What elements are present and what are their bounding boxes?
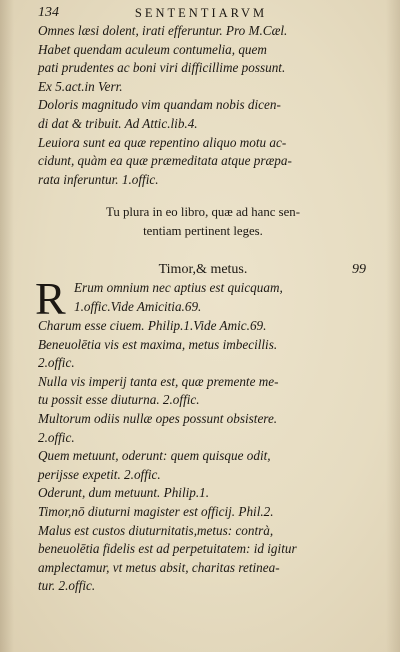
drop-cap-initial: R	[35, 273, 66, 324]
running-header	[38, 5, 364, 23]
initial-paragraph	[74, 279, 368, 316]
text-line: 2.offic.	[38, 355, 75, 371]
text-line: beneuolētia fidelis est ad perpetuitatem: id igitur	[38, 541, 297, 557]
cross-reference-note	[38, 203, 368, 240]
text-line: Beneuolētia vis est maxima, metus imbecillis.	[38, 336, 278, 352]
text-line: tur. 2.offic.	[38, 578, 96, 594]
text-line: rata inferuntur. 1.offic.	[38, 171, 159, 187]
body-text-block	[38, 317, 368, 596]
running-title: SENTENTIARVM	[134, 6, 268, 20]
text-line: Quem metuunt, oderunt: quem quisque odit,	[38, 448, 271, 464]
note-line: Tu plura in eo libro, quæ ad hanc sen-	[106, 205, 300, 219]
text-line: Doloris magnitudo vim quandam nobis dicen-	[38, 97, 281, 113]
text-line: cidunt, quàm ea quæ præmeditata atque præpa-	[38, 153, 292, 169]
section-heading	[38, 261, 368, 279]
section-title: Timor,& metus.	[158, 262, 248, 277]
text-line: di dat & tribuit. Ad Attic.lib.4.	[38, 115, 198, 131]
text-line: Charum esse ciuem. Philip.1.Vide Amic.69.	[38, 318, 267, 333]
text-line: Erum omnium nec aptius est quicquam,	[74, 280, 283, 295]
section-number: 99	[352, 262, 366, 277]
text-line: Leuiora sunt ea quæ repentino aliquo motu ac-	[38, 134, 287, 150]
page-gutter-shadow	[0, 0, 14, 652]
note-line: tentiam pertinent leges.	[143, 223, 263, 238]
text-line: Malus est custos diuturnitatis,metus: contrà,	[38, 522, 274, 538]
text-line: Habet quendam aculeum contumelia, quem	[38, 41, 267, 57]
text-line: tu possit esse diuturna. 2.offic.	[38, 392, 200, 408]
text-line: Omnes læsi dolent, irati efferuntur. Pro M.Cæl.	[38, 23, 288, 38]
text-line: Ex 5.act.in Verr.	[38, 78, 123, 94]
text-line: perijsse expetit. 2.offic.	[38, 466, 161, 482]
text-line: pati prudentes ac boni viri difficillime possunt.	[38, 60, 286, 76]
text-line: Nulla vis imperij tanta est, quæ premente me-	[38, 373, 279, 389]
top-text-block	[38, 22, 368, 189]
text-line: 2.offic.	[38, 429, 75, 445]
text-line: amplectamur, vt metus absit, charitas retinea-	[38, 559, 280, 575]
page-number: 134	[38, 5, 59, 20]
text-line: Oderunt, dum metuunt. Philip.1.	[38, 485, 210, 501]
text-line: 1.offic.Vide Amicitia.69.	[74, 298, 202, 314]
text-line: Multorum odiis nullæ opes possunt obsistere.	[38, 410, 278, 426]
text-line: Timor,nō diuturni magister est officij. Phil.2.	[38, 503, 274, 519]
page-edge-shadow	[386, 0, 400, 652]
